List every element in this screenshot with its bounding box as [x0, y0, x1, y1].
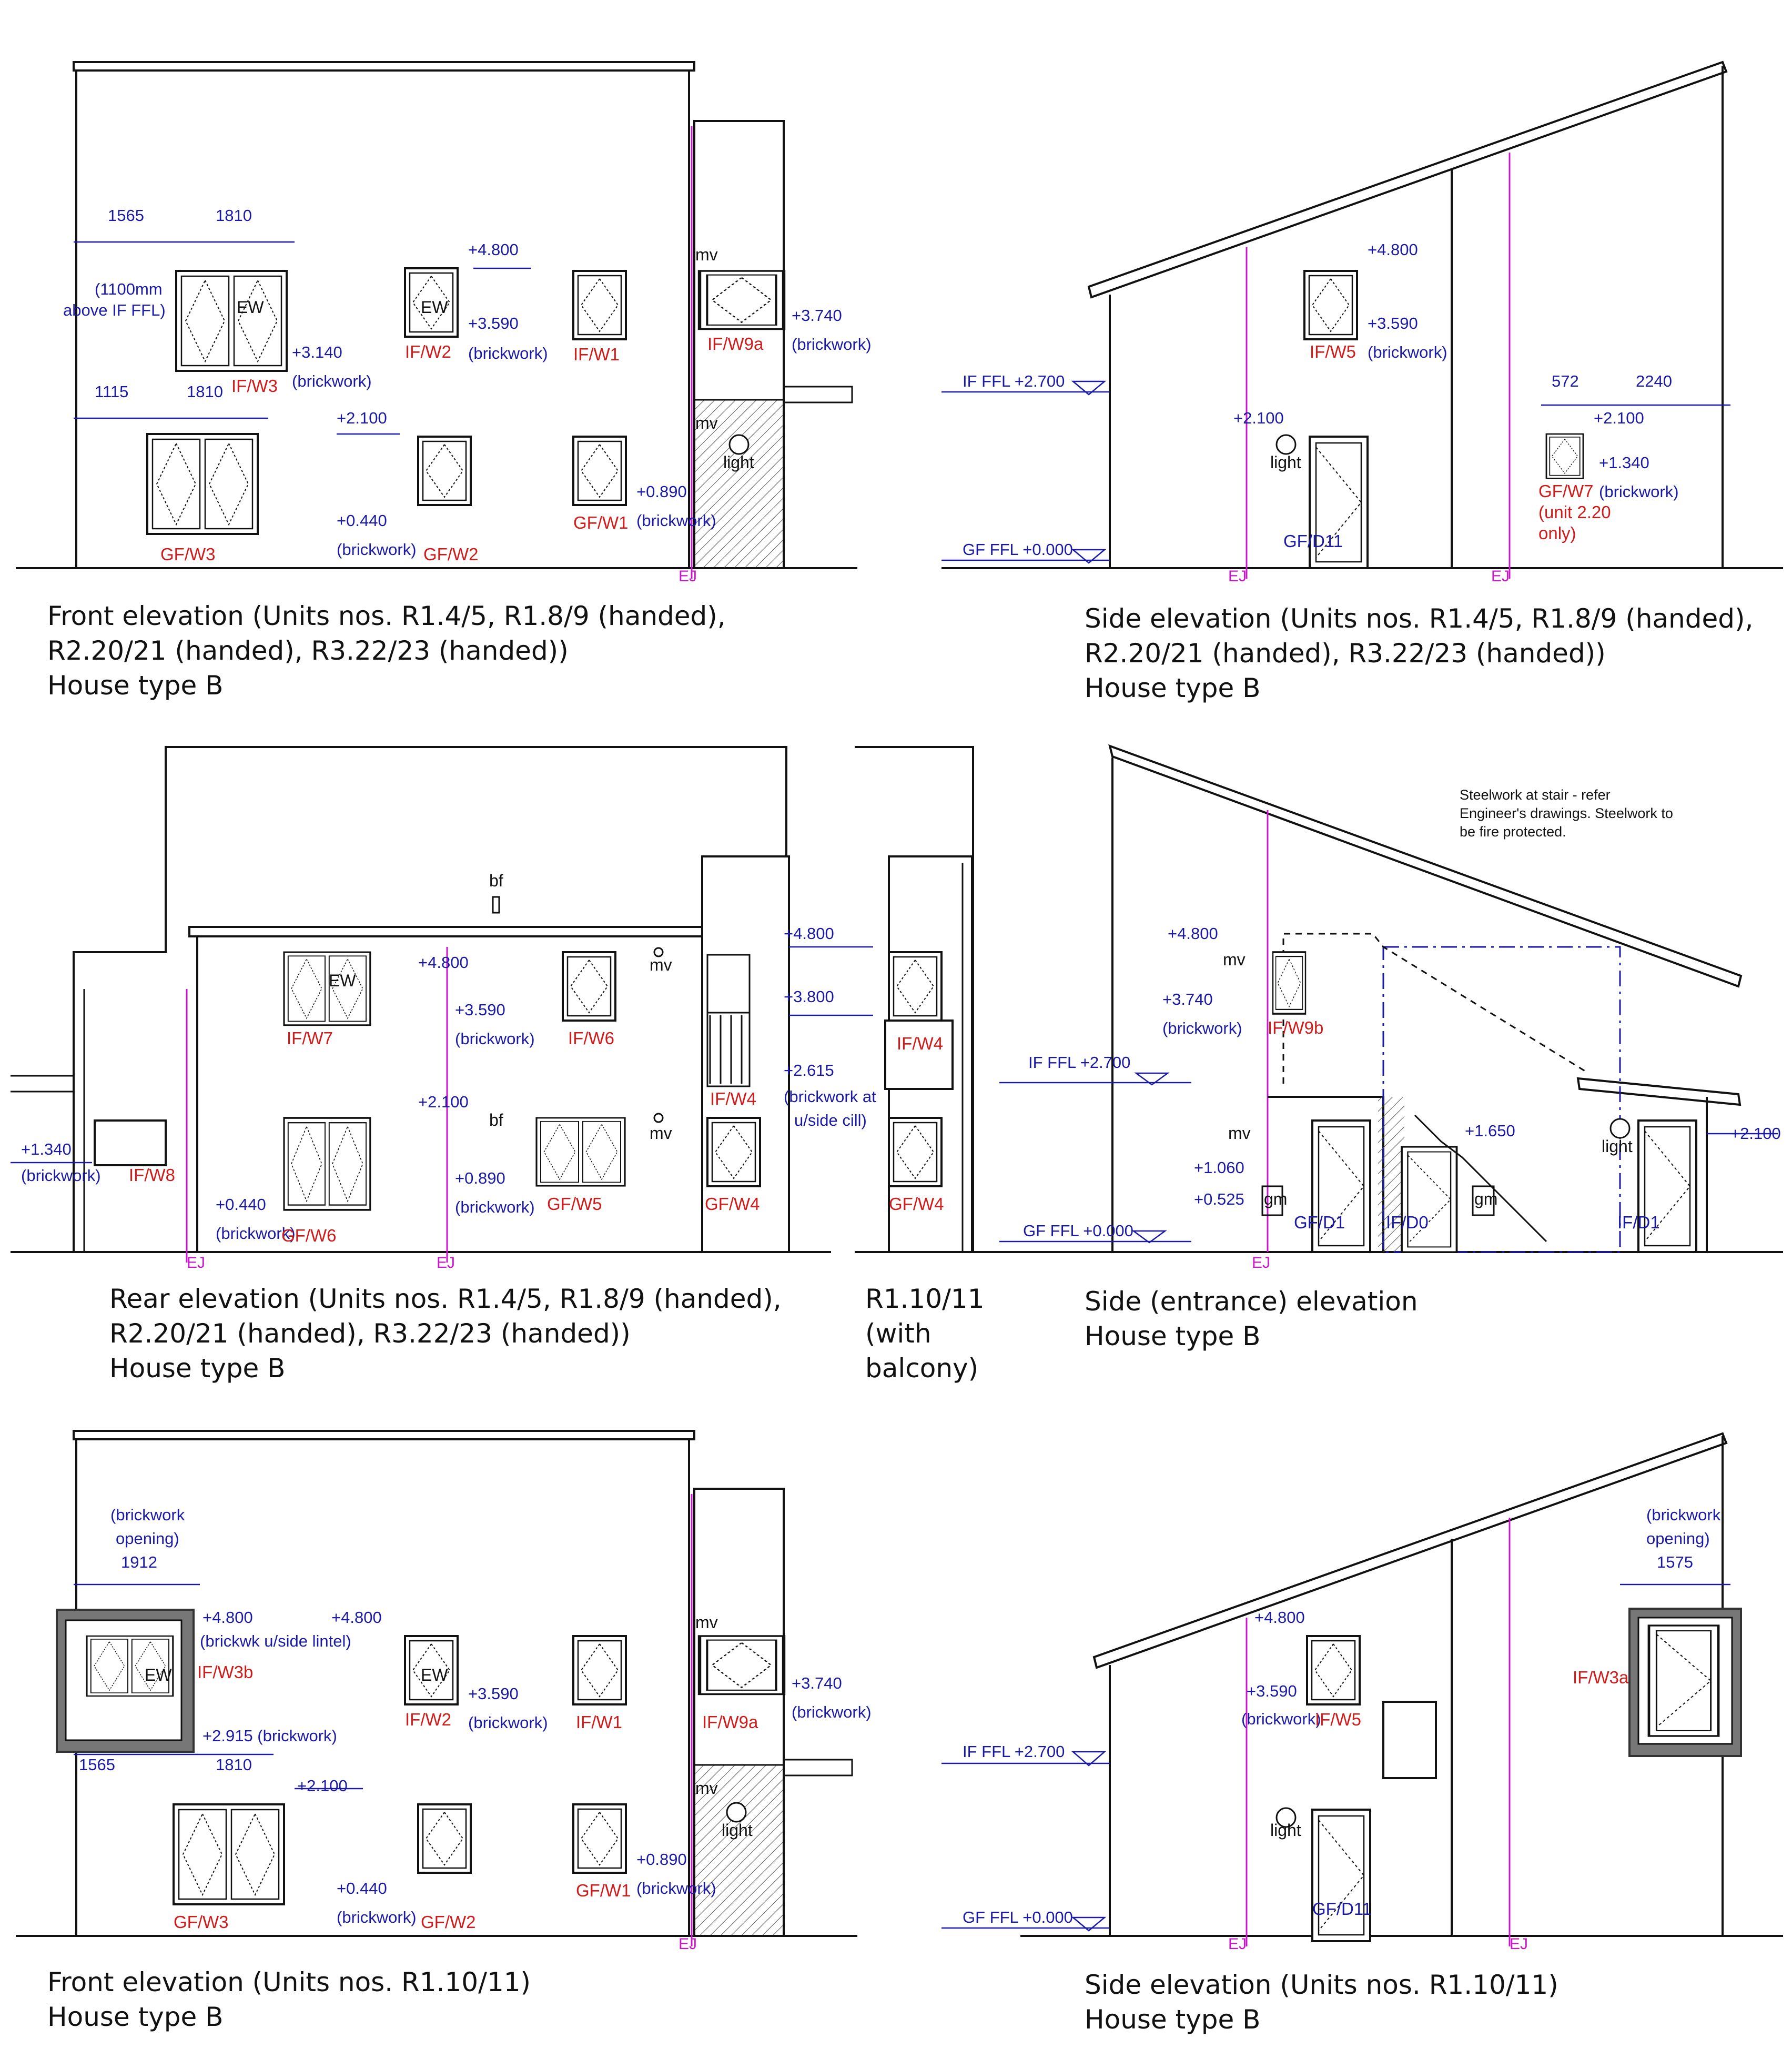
ew-label: EW: [145, 1666, 172, 1684]
dim-note: (brickwork: [110, 1506, 185, 1524]
level-0890: +0.890: [636, 482, 687, 501]
dim-1565: 1565: [108, 206, 144, 225]
light-label: light: [1270, 453, 1301, 472]
window-ifw5: [1304, 271, 1357, 339]
level-4800: +4.800: [418, 953, 469, 972]
level-2100: +2.100: [1594, 409, 1644, 427]
rear-caption: [109, 1281, 782, 1386]
bf-label: bf: [489, 1111, 503, 1129]
tag-ifw4: IF/W4: [710, 1089, 756, 1108]
level-note: (brickwork): [468, 344, 548, 362]
window-ifw8: [95, 1121, 166, 1165]
ej-label: EJ: [1228, 568, 1247, 585]
level-note: (brickwork): [636, 511, 716, 530]
dim-1810: 1810: [216, 206, 252, 225]
level-4800: +4.800: [1168, 924, 1218, 943]
tag-ifw4: IF/W4: [897, 1034, 943, 1053]
ffl-gf: GF FFL +0.000: [1023, 1222, 1133, 1240]
dim-1575: 1575: [1657, 1553, 1693, 1571]
ffl-if: IF FFL +2.700: [963, 372, 1065, 390]
side-b-caption: [1085, 1967, 1558, 2037]
mv-label: mv: [650, 955, 672, 974]
mv-label: mv: [1228, 1124, 1251, 1143]
level-1340: +1.340: [1599, 453, 1649, 472]
caption-line: Side elevation (Units nos. R1.4/5, R1.8/9 (handed),: [1085, 603, 1754, 634]
dim-1810: 1810: [187, 382, 223, 401]
entrance-elevation: [999, 746, 1783, 1271]
light-label: light: [722, 1821, 753, 1840]
tag-gfd11: GF/D11: [1283, 531, 1343, 551]
tag-ifw2: IF/W2: [405, 1710, 451, 1729]
tag-gfw4: GF/W4: [705, 1194, 760, 1214]
balcony-caption: [865, 1281, 985, 1386]
mv-label: mv: [650, 1124, 672, 1143]
level-note: (brickwork): [792, 335, 872, 354]
light-fitting-icon: [1611, 1119, 1629, 1138]
tag-gfd11: GF/D11: [1312, 1899, 1372, 1919]
side-a-caption: [1085, 601, 1753, 705]
window-ifw1: [573, 271, 626, 339]
front-a-caption: [47, 599, 726, 703]
level-note: (brickwork): [792, 1703, 872, 1721]
dim-2240: 2240: [1636, 372, 1672, 390]
gm-label: gm: [1474, 1189, 1498, 1208]
light-label: light: [1602, 1137, 1633, 1156]
ej-label: EJ: [1510, 1935, 1528, 1953]
tag-ifw7: IF/W7: [287, 1028, 333, 1048]
tag-ifd0: IF/D0: [1386, 1213, 1429, 1232]
level-0440: +0.440: [337, 511, 387, 530]
steel-note: Engineer's drawings. Steelwork to: [1460, 805, 1673, 821]
level-note: (brickwork): [1368, 343, 1447, 361]
tag-ifw6: IF/W6: [568, 1028, 614, 1048]
tag-note: (unit 2.20: [1538, 502, 1611, 522]
window-ifw9a: [700, 271, 784, 329]
mv-label: mv: [695, 245, 718, 264]
mv-label: mv: [695, 413, 718, 432]
light-label: light: [1270, 1821, 1301, 1840]
window-ifw4: [889, 952, 941, 1021]
level-4800: +4.800: [784, 924, 834, 943]
tag-ifw1: IF/W1: [576, 1712, 622, 1732]
tag-ifw8: IF/W8: [129, 1165, 175, 1185]
tag-gfw4: GF/W4: [889, 1194, 944, 1214]
dim-note: (1100mm: [95, 280, 163, 298]
dim-1565: 1565: [79, 1755, 115, 1774]
dim-note: (brickwork: [1646, 1506, 1721, 1524]
level-1650: +1.650: [1465, 1122, 1515, 1140]
tag-ifw2: IF/W2: [405, 342, 451, 361]
caption-line: House type B: [47, 2002, 224, 2032]
caption-line: House type B: [1085, 2004, 1261, 2035]
caption-line: Side (entrance) elevation: [1085, 1286, 1418, 1317]
level-4800: +4.800: [1254, 1608, 1305, 1627]
caption-line: House type B: [47, 670, 224, 701]
mv-label: mv: [1223, 950, 1246, 969]
level-note: (brickwork): [1162, 1019, 1242, 1037]
caption-line: House type B: [109, 1353, 286, 1384]
tag-ifw9b: IF/W9b: [1268, 1018, 1324, 1037]
level-0525: +0.525: [1194, 1190, 1244, 1208]
level-note: (brickwork): [1241, 1710, 1321, 1728]
window-ifw3: [176, 271, 287, 371]
ffl-if: IF FFL +2.700: [1028, 1053, 1131, 1072]
window-gfw3: [147, 434, 258, 534]
caption-line: R2.20/21 (handed), R3.22/23 (handed)): [109, 1318, 631, 1349]
dim-note: opening): [1646, 1529, 1710, 1548]
level-2100: +2.100: [337, 409, 387, 427]
level-0890: +0.890: [455, 1169, 505, 1187]
light-label: light: [723, 453, 754, 472]
level-3590: +3.590: [1368, 314, 1418, 332]
level-3590: +3.590: [468, 314, 519, 332]
level-2100: +2.100: [297, 1777, 348, 1795]
tag-ifw3: IF/W3: [231, 376, 278, 396]
steel-note: be fire protected.: [1460, 824, 1566, 840]
tag-gfw5: GF/W5: [547, 1194, 602, 1214]
level-note: (brickwork): [468, 1713, 548, 1732]
front-elevation-a: [16, 62, 872, 585]
window-gfw4: [707, 1118, 760, 1186]
side-elevation-b: [941, 1434, 1783, 1953]
ffl-if: IF FFL +2.700: [963, 1742, 1065, 1761]
tag-note: only): [1538, 523, 1576, 543]
ej-label: EJ: [187, 1254, 206, 1271]
door-gfd11: [1312, 1810, 1370, 1941]
level-3590: +3.590: [468, 1684, 519, 1703]
level-3590: +3.590: [455, 1001, 505, 1019]
caption-line: Side elevation (Units nos. R1.10/11): [1085, 1970, 1558, 2000]
bf-label: bf: [489, 871, 503, 890]
steel-note: Steelwork at stair - refer: [1460, 787, 1611, 803]
tag-ifw9a: IF/W9a: [702, 1712, 758, 1732]
caption-line: R2.20/21 (handed), R3.22/23 (handed)): [47, 635, 569, 666]
window-gfw2: [418, 1804, 471, 1873]
level-note: (brickwork at: [784, 1087, 876, 1106]
level-note: (brickwk u/side lintel): [200, 1632, 351, 1650]
window-ifw5: [1307, 1636, 1360, 1704]
light-fitting-icon: [1277, 435, 1295, 454]
level-note: (brickwork): [636, 1879, 716, 1897]
level-0440: +0.440: [337, 1879, 387, 1897]
window-gfw2: [418, 437, 471, 505]
level-note: (brickwork): [1599, 482, 1679, 501]
caption-line: Front elevation (Units nos. R1.4/5, R1.8/9 (handed),: [47, 601, 726, 631]
level-2100: +2.100: [1730, 1124, 1781, 1143]
ffl-gf: GF FFL +0.000: [963, 540, 1073, 559]
tag-gfw1: GF/W1: [576, 1881, 631, 1900]
level-0440: +0.440: [216, 1195, 266, 1214]
window-gfw6: [284, 1118, 370, 1210]
dim-1810: 1810: [216, 1755, 252, 1774]
tag-gfw3: GF/W3: [160, 544, 216, 564]
level-1060: +1.060: [1194, 1158, 1244, 1177]
window-gfw3: [174, 1804, 284, 1904]
caption-line: Rear elevation (Units nos. R1.4/5, R1.8/9 (handed),: [109, 1284, 782, 1314]
ej-label: EJ: [679, 1935, 697, 1953]
ej-label: EJ: [1491, 568, 1510, 585]
tag-gfd1: GF/D1: [1294, 1213, 1345, 1232]
side-elevation-a: [941, 62, 1783, 585]
level-3740: +3.740: [792, 306, 842, 325]
dim-1115: 1115: [95, 382, 129, 401]
tag-gfw2: GF/W2: [421, 1912, 476, 1932]
level-note: (brickwork): [292, 372, 372, 390]
tag-ifw3b: IF/W3b: [197, 1662, 254, 1682]
light-fitting-icon: [727, 1803, 746, 1822]
tag-gfw3: GF/W3: [174, 1912, 229, 1932]
caption-line: balcony): [865, 1353, 979, 1384]
entrance-caption: [1085, 1284, 1418, 1354]
ew-label: EW: [421, 1666, 448, 1684]
tag-ifw5: IF/W5: [1315, 1710, 1361, 1729]
light-fitting-icon: [730, 435, 748, 454]
window-gfw1: [573, 437, 626, 505]
ej-label: EJ: [679, 568, 697, 585]
caption-line: House type B: [1085, 1321, 1261, 1351]
level-3140: +3.140: [292, 343, 342, 361]
rear-elevation: [11, 747, 876, 1271]
ew-label: EW: [329, 971, 356, 990]
mv-label: mv: [695, 1779, 718, 1798]
ffl-gf: GF FFL +0.000: [963, 1908, 1073, 1926]
gm-label: gm: [1264, 1189, 1288, 1208]
level-2915: +2.915 (brickwork): [203, 1727, 337, 1745]
tag-ifw3a: IF/W3a: [1573, 1668, 1629, 1687]
level-3740: +3.740: [1162, 990, 1213, 1008]
level-4800: +4.800: [203, 1608, 253, 1627]
dim-1912: 1912: [121, 1553, 157, 1571]
level-note: (brickwork): [455, 1198, 535, 1216]
level-4800: +4.800: [1368, 240, 1418, 259]
level-note: (brickwork): [455, 1029, 535, 1048]
level-3590: +3.590: [1247, 1682, 1297, 1700]
level-4800: +4.800: [468, 240, 519, 259]
window-ifw7: [284, 952, 370, 1025]
tag-ifd1: IF/D1: [1617, 1213, 1660, 1232]
tag-ifw5: IF/W5: [1310, 342, 1356, 361]
caption-line: Front elevation (Units nos. R1.10/11): [47, 1967, 531, 1997]
caption-line: House type B: [1085, 673, 1261, 703]
front-b-caption: [47, 1965, 531, 2034]
ej-label: EJ: [1228, 1935, 1247, 1953]
front-elevation-b: [16, 1431, 872, 1953]
caption-line: R2.20/21 (handed), R3.22/23 (handed)): [1085, 638, 1606, 669]
ej-label: EJ: [1252, 1254, 1271, 1271]
level-note: (brickwork): [337, 1908, 417, 1926]
ej-label: EJ: [437, 1254, 455, 1271]
caption-line: R1.10/11: [865, 1284, 985, 1314]
level-3740: +3.740: [792, 1674, 842, 1692]
tag-gfw2: GF/W2: [423, 544, 479, 564]
dim-572: 572: [1552, 372, 1579, 390]
window-ifw1: [573, 1636, 626, 1704]
caption-line: (with: [865, 1318, 932, 1349]
mv-label: mv: [695, 1613, 718, 1632]
tag-ifw9a: IF/W9a: [707, 334, 764, 354]
ew-label: EW: [237, 298, 264, 317]
window-gfw1: [573, 1804, 626, 1873]
level-2100: +2.100: [1233, 409, 1284, 427]
level-4800: +4.800: [331, 1608, 382, 1627]
tag-ifw1: IF/W1: [573, 345, 620, 364]
level-note: u/side cill): [794, 1111, 867, 1129]
dim-note: opening): [116, 1529, 179, 1548]
level-1340: +1.340: [21, 1140, 72, 1158]
level-3800: +3.800: [784, 987, 834, 1006]
tag-gfw6: GF/W6: [281, 1226, 337, 1245]
balcony-elevation: [855, 747, 1018, 1252]
window-gfw5: [536, 1118, 625, 1186]
window-ifw3a: [1649, 1626, 1718, 1736]
door-ifd1: [1638, 1121, 1696, 1252]
window-ifw6: [563, 952, 615, 1021]
door-gfd1: [1312, 1121, 1370, 1252]
level-2100: +2.100: [418, 1093, 469, 1111]
level-2615: +2.615: [784, 1061, 834, 1079]
level-0890: +0.890: [636, 1850, 687, 1869]
window-gfw7: [1546, 434, 1583, 479]
window-gfw4: [889, 1118, 941, 1186]
door-ifd0: [1402, 1147, 1457, 1252]
dim-note: above IF FFL): [63, 301, 166, 319]
ew-label: EW: [421, 298, 448, 317]
level-note: (brickwork): [337, 540, 417, 559]
tag-gfw1: GF/W1: [573, 513, 629, 532]
level-note: (brickwork): [216, 1224, 296, 1243]
tag-gfw7: GF/W7: [1538, 481, 1594, 501]
window-ifw9b: [1273, 952, 1305, 1014]
level-note: (brickwork): [21, 1166, 101, 1185]
window-ifw9a: [700, 1636, 784, 1694]
